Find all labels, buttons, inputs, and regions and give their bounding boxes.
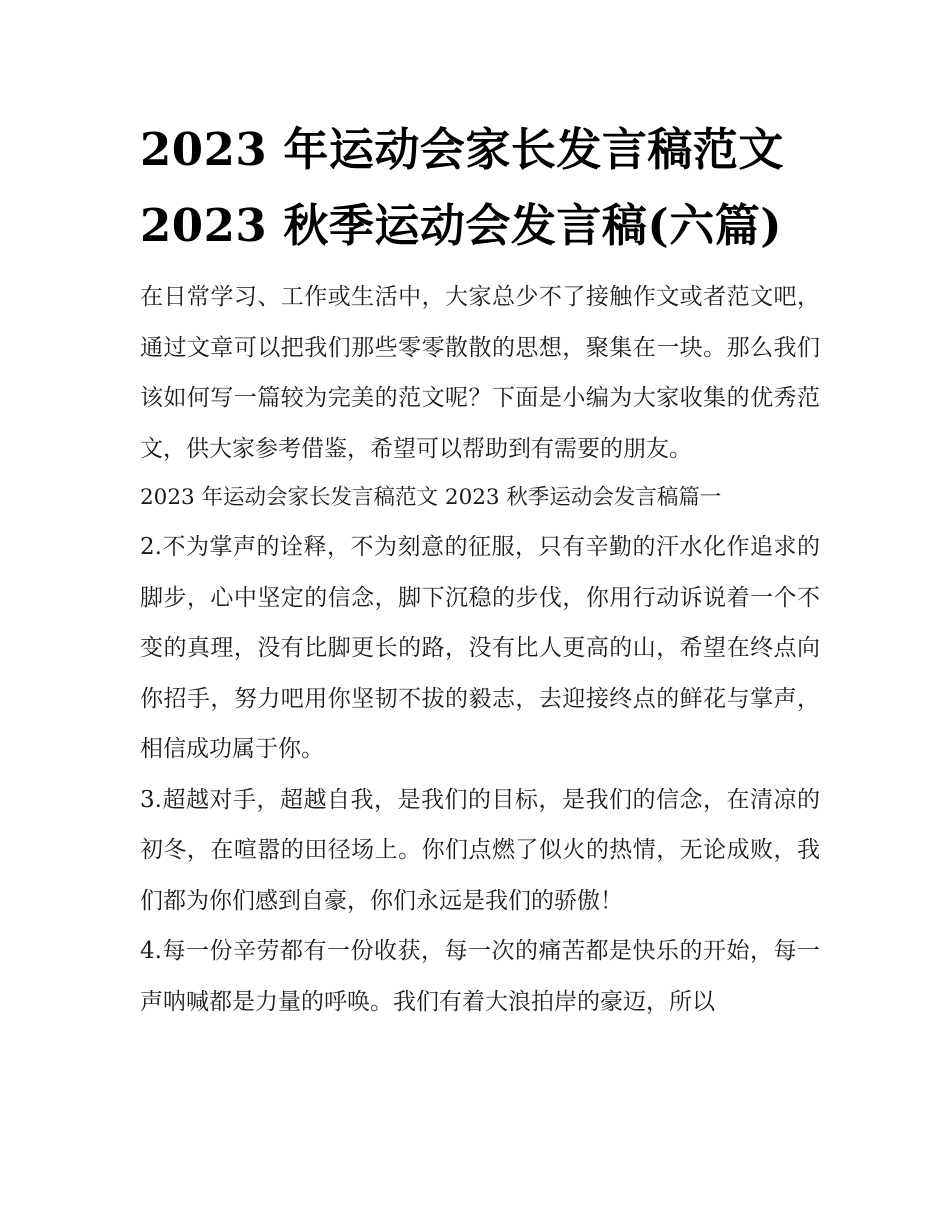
paragraph-item-3: 3.超越对手，超越自我，是我们的目标，是我们的信念，在清凉的初冬，在喧嚣的田径场上。你们点燃了似火的热情，无论成败，我们都为你们感到自豪，你们永远是我们的骄傲！ (140, 786, 820, 914)
section-heading: 2023 年运动会家长发言稿范文 2023 秋季运动会发言稿篇一 (140, 485, 722, 510)
paragraph-item-4: 4.每一份辛劳都有一份收获，每一次的痛苦都是快乐的开始，每一声呐喊都是力量的呼唤。我们有着大浪拍岸的豪迈，所以 (140, 938, 820, 1015)
paragraph-item-2: 2.不为掌声的诠释，不为刻意的征服，只有辛勤的汗水化作追求的脚步，心中坚定的信念，脚下沉稳的步伐，你用行动诉说着一个不变的真理，没有比脚更长的路，没有比人更高的山，希望在终点向你招手，努力吧用你坚韧不拔的毅志，去迎接终点的鲜花与掌声，相信成功属于你。 (140, 534, 820, 762)
document-title: 2023 年运动会家长发言稿范文 2023 秋季运动会发言稿(六篇) (140, 123, 784, 252)
document-body (140, 112, 820, 1027)
intro-paragraph: 在日常学习、工作或生活中，大家总少不了接触作文或者范文吧，通过文章可以把我们那些零零散散的思想，聚集在一块。那么我们该如何写一篇较为完美的范文呢？下面是小编为大家收集的优秀范文，供大家参考借鉴，希望可以帮助到有需要的朋友。 (140, 284, 820, 462)
